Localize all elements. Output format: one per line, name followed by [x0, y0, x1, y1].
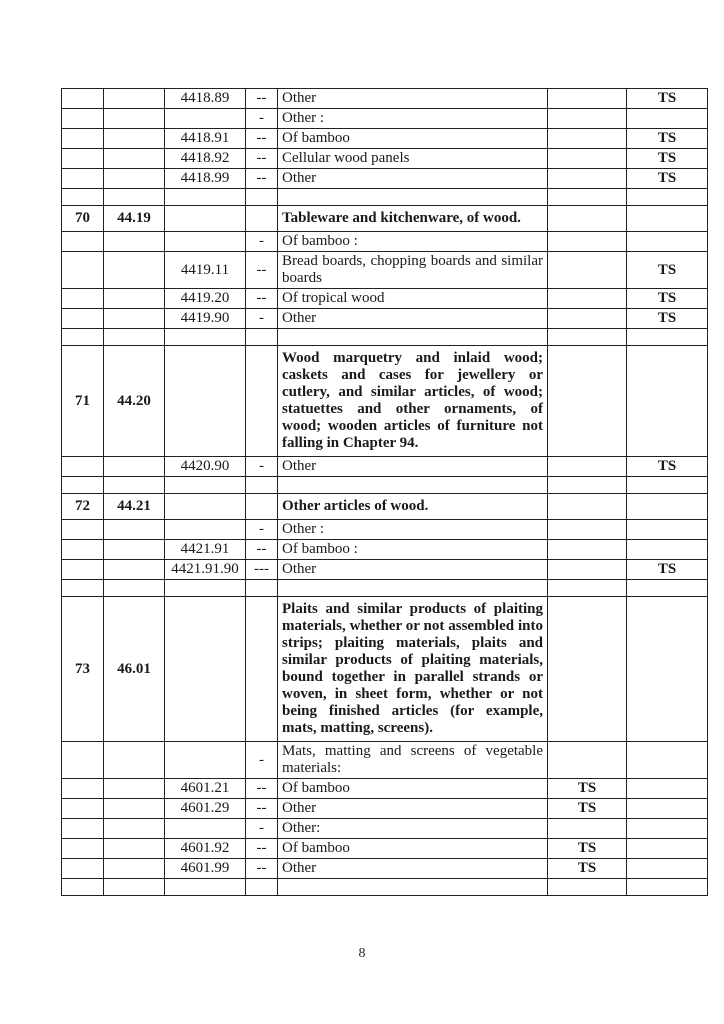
ts-mid-cell	[548, 457, 627, 477]
ts-mid-cell	[548, 169, 627, 189]
description-cell: Other	[278, 89, 548, 109]
heading-cell	[104, 477, 165, 494]
table-row	[62, 309, 708, 329]
serial-cell	[62, 742, 104, 779]
ts-mid-cell	[548, 89, 627, 109]
ts-mid-cell	[548, 879, 627, 896]
ts-mid-cell	[548, 494, 627, 520]
heading-cell	[104, 252, 165, 289]
description-cell: Of bamboo :	[278, 540, 548, 560]
table-row	[62, 494, 708, 520]
description-cell: Of bamboo	[278, 839, 548, 859]
hs-code-cell	[165, 879, 246, 896]
ts-mid-cell	[548, 309, 627, 329]
description-cell: Other articles of wood.	[278, 494, 548, 520]
ts-mid-cell	[548, 597, 627, 742]
ts-right-cell	[627, 742, 708, 779]
table-row	[62, 779, 708, 799]
serial-cell	[62, 560, 104, 580]
hs-code-cell	[165, 520, 246, 540]
table-row	[62, 232, 708, 252]
heading-cell	[104, 799, 165, 819]
description-cell	[278, 189, 548, 206]
tariff-schedule-table	[61, 88, 708, 896]
heading-cell	[104, 779, 165, 799]
serial-cell	[62, 879, 104, 896]
description-cell: Other	[278, 859, 548, 879]
serial-cell	[62, 189, 104, 206]
table-row	[62, 560, 708, 580]
serial-cell	[62, 232, 104, 252]
description-cell: Other	[278, 560, 548, 580]
description-cell: Of tropical wood	[278, 289, 548, 309]
hs-code-cell: 4418.99	[165, 169, 246, 189]
heading-cell	[104, 329, 165, 346]
table-row	[62, 89, 708, 109]
ts-mid-cell	[548, 189, 627, 206]
ts-right-cell	[627, 520, 708, 540]
heading-cell	[104, 560, 165, 580]
table-row	[62, 169, 708, 189]
ts-right-cell: TS	[627, 129, 708, 149]
ts-mid-cell	[548, 520, 627, 540]
dash-level-cell: ---	[246, 560, 278, 580]
heading-cell	[104, 89, 165, 109]
serial-cell	[62, 309, 104, 329]
dash-level-cell	[246, 597, 278, 742]
ts-right-cell	[627, 819, 708, 839]
hs-code-cell: 4419.20	[165, 289, 246, 309]
ts-mid-cell	[548, 149, 627, 169]
hs-code-cell	[165, 189, 246, 206]
ts-right-cell	[627, 109, 708, 129]
ts-right-cell: TS	[627, 169, 708, 189]
table-row	[62, 457, 708, 477]
ts-right-cell	[627, 232, 708, 252]
hs-code-cell: 4601.92	[165, 839, 246, 859]
dash-level-cell	[246, 879, 278, 896]
hs-code-cell	[165, 346, 246, 457]
dash-level-cell	[246, 346, 278, 457]
serial-cell	[62, 89, 104, 109]
ts-right-cell	[627, 580, 708, 597]
heading-cell: 44.19	[104, 206, 165, 232]
table-row	[62, 839, 708, 859]
hs-code-cell	[165, 109, 246, 129]
serial-cell	[62, 520, 104, 540]
hs-code-cell	[165, 329, 246, 346]
serial-cell	[62, 779, 104, 799]
table-row	[62, 580, 708, 597]
serial-cell: 73	[62, 597, 104, 742]
ts-mid-cell: TS	[548, 839, 627, 859]
heading-cell	[104, 859, 165, 879]
ts-mid-cell	[548, 580, 627, 597]
table-row	[62, 289, 708, 309]
heading-cell	[104, 742, 165, 779]
table-row	[62, 859, 708, 879]
heading-cell	[104, 232, 165, 252]
heading-cell	[104, 169, 165, 189]
ts-right-cell	[627, 477, 708, 494]
table-row	[62, 149, 708, 169]
table-row	[62, 819, 708, 839]
ts-mid-cell	[548, 346, 627, 457]
heading-cell	[104, 129, 165, 149]
heading-cell	[104, 309, 165, 329]
dash-level-cell: --	[246, 129, 278, 149]
dash-level-cell: -	[246, 457, 278, 477]
serial-cell	[62, 799, 104, 819]
hs-code-cell: 4419.90	[165, 309, 246, 329]
ts-mid-cell	[548, 742, 627, 779]
ts-mid-cell: TS	[548, 859, 627, 879]
serial-cell	[62, 819, 104, 839]
table-body	[62, 89, 708, 896]
description-cell	[278, 580, 548, 597]
dash-level-cell: --	[246, 252, 278, 289]
serial-cell	[62, 329, 104, 346]
description-cell	[278, 879, 548, 896]
dash-level-cell	[246, 494, 278, 520]
dash-level-cell: --	[246, 289, 278, 309]
ts-right-cell	[627, 779, 708, 799]
description-cell: Other	[278, 309, 548, 329]
ts-right-cell	[627, 206, 708, 232]
ts-mid-cell	[548, 252, 627, 289]
hs-code-cell: 4419.11	[165, 252, 246, 289]
table-row	[62, 109, 708, 129]
ts-right-cell: TS	[627, 289, 708, 309]
description-cell	[278, 477, 548, 494]
heading-cell	[104, 189, 165, 206]
serial-cell: 72	[62, 494, 104, 520]
ts-right-cell	[627, 859, 708, 879]
ts-right-cell: TS	[627, 149, 708, 169]
ts-right-cell: TS	[627, 252, 708, 289]
hs-code-cell: 4418.92	[165, 149, 246, 169]
table-row	[62, 799, 708, 819]
ts-mid-cell	[548, 232, 627, 252]
dash-level-cell: --	[246, 540, 278, 560]
ts-right-cell	[627, 346, 708, 457]
ts-right-cell: TS	[627, 560, 708, 580]
description-cell: Of bamboo	[278, 129, 548, 149]
hs-code-cell	[165, 232, 246, 252]
dash-level-cell: --	[246, 89, 278, 109]
ts-right-cell	[627, 329, 708, 346]
dash-level-cell	[246, 580, 278, 597]
dash-level-cell	[246, 329, 278, 346]
description-cell: Other	[278, 169, 548, 189]
hs-code-cell	[165, 206, 246, 232]
dash-level-cell: --	[246, 799, 278, 819]
hs-code-cell	[165, 597, 246, 742]
serial-cell	[62, 477, 104, 494]
description-cell: Cellular wood panels	[278, 149, 548, 169]
ts-right-cell	[627, 879, 708, 896]
hs-code-cell: 4601.99	[165, 859, 246, 879]
ts-right-cell	[627, 494, 708, 520]
heading-cell	[104, 520, 165, 540]
ts-mid-cell	[548, 819, 627, 839]
heading-cell: 46.01	[104, 597, 165, 742]
hs-code-cell: 4420.90	[165, 457, 246, 477]
serial-cell	[62, 859, 104, 879]
heading-cell	[104, 540, 165, 560]
description-cell: Of bamboo	[278, 779, 548, 799]
heading-cell	[104, 879, 165, 896]
serial-cell	[62, 289, 104, 309]
description-cell: Other	[278, 799, 548, 819]
heading-cell	[104, 457, 165, 477]
heading-cell: 44.21	[104, 494, 165, 520]
table-row	[62, 252, 708, 289]
serial-cell	[62, 580, 104, 597]
hs-code-cell: 4418.89	[165, 89, 246, 109]
hs-code-cell	[165, 742, 246, 779]
dash-level-cell	[246, 206, 278, 232]
hs-code-cell: 4421.91.90	[165, 560, 246, 580]
hs-code-cell: 4601.29	[165, 799, 246, 819]
dash-level-cell: -	[246, 819, 278, 839]
serial-cell	[62, 109, 104, 129]
ts-right-cell	[627, 540, 708, 560]
serial-cell	[62, 839, 104, 859]
dash-level-cell: -	[246, 309, 278, 329]
dash-level-cell: --	[246, 859, 278, 879]
heading-cell	[104, 109, 165, 129]
ts-right-cell	[627, 189, 708, 206]
description-cell: Other:	[278, 819, 548, 839]
table-row	[62, 129, 708, 149]
table-row	[62, 329, 708, 346]
description-cell: Wood marquetry and inlaid wood; caskets and cases for jewellery or cutlery, and similar articles, of wood; statuettes and other ornaments, of wood; wooden articles of furniture not falling in Chapter 94.	[278, 346, 548, 457]
table-row	[62, 879, 708, 896]
ts-mid-cell	[548, 289, 627, 309]
table-row	[62, 189, 708, 206]
description-cell	[278, 329, 548, 346]
ts-right-cell: TS	[627, 309, 708, 329]
dash-level-cell: --	[246, 839, 278, 859]
dash-level-cell	[246, 477, 278, 494]
table-row	[62, 742, 708, 779]
description-cell: Other :	[278, 520, 548, 540]
heading-cell	[104, 839, 165, 859]
ts-mid-cell	[548, 206, 627, 232]
dash-level-cell: --	[246, 779, 278, 799]
table-row	[62, 540, 708, 560]
description-cell: Of bamboo :	[278, 232, 548, 252]
serial-cell	[62, 149, 104, 169]
table-row	[62, 520, 708, 540]
table-row	[62, 597, 708, 742]
heading-cell: 44.20	[104, 346, 165, 457]
ts-right-cell: TS	[627, 89, 708, 109]
ts-right-cell	[627, 597, 708, 742]
ts-mid-cell	[548, 129, 627, 149]
ts-right-cell	[627, 799, 708, 819]
description-cell: Other	[278, 457, 548, 477]
hs-code-cell: 4601.21	[165, 779, 246, 799]
ts-right-cell: TS	[627, 457, 708, 477]
hs-code-cell: 4418.91	[165, 129, 246, 149]
hs-code-cell: 4421.91	[165, 540, 246, 560]
dash-level-cell	[246, 189, 278, 206]
serial-cell	[62, 252, 104, 289]
description-cell: Tableware and kitchenware, of wood.	[278, 206, 548, 232]
serial-cell: 71	[62, 346, 104, 457]
serial-cell	[62, 540, 104, 560]
serial-cell: 70	[62, 206, 104, 232]
hs-code-cell	[165, 494, 246, 520]
dash-level-cell: -	[246, 520, 278, 540]
dash-level-cell: -	[246, 742, 278, 779]
dash-level-cell: -	[246, 232, 278, 252]
description-cell: Mats, matting and screens of vegetable materials:	[278, 742, 548, 779]
dash-level-cell: --	[246, 149, 278, 169]
table-row	[62, 206, 708, 232]
heading-cell	[104, 289, 165, 309]
serial-cell	[62, 169, 104, 189]
table-row	[62, 346, 708, 457]
ts-mid-cell	[548, 477, 627, 494]
ts-mid-cell: TS	[548, 779, 627, 799]
ts-right-cell	[627, 839, 708, 859]
ts-mid-cell	[548, 540, 627, 560]
ts-mid-cell: TS	[548, 799, 627, 819]
heading-cell	[104, 580, 165, 597]
dash-level-cell: --	[246, 169, 278, 189]
ts-mid-cell	[548, 109, 627, 129]
serial-cell	[62, 129, 104, 149]
serial-cell	[62, 457, 104, 477]
heading-cell	[104, 149, 165, 169]
table-row	[62, 477, 708, 494]
hs-code-cell	[165, 580, 246, 597]
description-cell: Plaits and similar products of plaiting materials, whether or not assembled into strips; plaiting materials, plaits and similar products of plaiting materials, bound together in parallel strands or woven, in sheet form, whether or not being finished articles (for example, mats, matting, screens).	[278, 597, 548, 742]
description-cell: Bread boards, chopping boards and similar boards	[278, 252, 548, 289]
hs-code-cell	[165, 477, 246, 494]
dash-level-cell: -	[246, 109, 278, 129]
ts-mid-cell	[548, 329, 627, 346]
heading-cell	[104, 819, 165, 839]
ts-mid-cell	[548, 560, 627, 580]
page-number: 8	[358, 946, 366, 961]
description-cell: Other :	[278, 109, 548, 129]
hs-code-cell	[165, 819, 246, 839]
